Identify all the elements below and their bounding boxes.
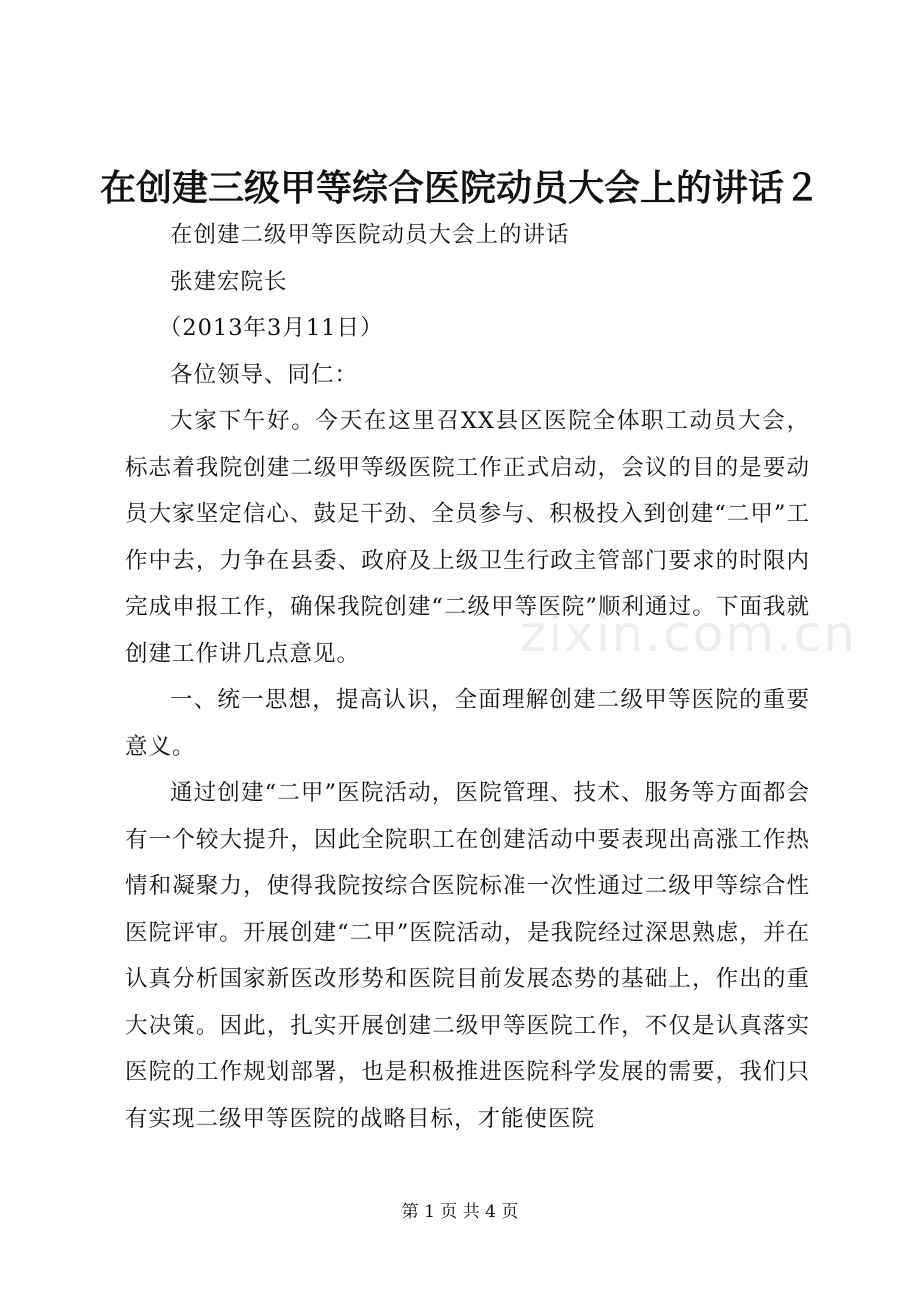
paragraph-2-heading: 一、统一思想，提高认识，全面理解创建二级甲等医院的重要意义。 (125, 687, 810, 760)
paragraph-1: 大家下午好。今天在这里召XX县区医院全体职工动员大会，标志着我院创建二级甲等级医院工作正式启动，会议的目的是要动员大家坚定信心、鼓足干劲、全员参与、积极投入到创建“二甲”工作中去，力争在县委、政府及上级卫生行政主管部门要求的时限内完成申报工作，确保我院创建“二级甲等医院”顺利通过。下面我就创建工作讲几点意见。 (125, 408, 810, 667)
document-title: 在创建三级甲等综合医院动员大会上的讲话２ (99, 167, 820, 209)
speaker-name: 张建宏院长 (170, 268, 288, 295)
paragraph-3: 通过创建“二甲”医院活动，医院管理、技术、服务等方面都会有一个较大提升，因此全院职工在创建活动中要表现出高涨工作热情和凝聚力，使得我院按综合医院标准一次性通过二级甲等综合性医院评审。开展创建“二甲”医院活动，是我院经过深思熟虑，并在认真分析国家新医改形势和医院目前发展态势的基础上，作出的重大决策。因此，扎实开展创建二级甲等医院工作，不仅是认真落实医院的工作规划部署，也是积极推进医院科学发展的需要，我们只有实现二级甲等医院的战略目标，才能使医院 (125, 780, 810, 1132)
salutation: 各位领导、同仁： (170, 361, 359, 388)
page-number-footer: 第 1 页 共 4 页 (401, 1202, 519, 1222)
speech-date: （2013年3月11日） (158, 315, 384, 341)
document-body (125, 212, 810, 1142)
watermark: zixin.com.cn (520, 605, 858, 663)
speech-subtitle: 在创建二级甲等医院动员大会上的讲话 (170, 222, 570, 248)
